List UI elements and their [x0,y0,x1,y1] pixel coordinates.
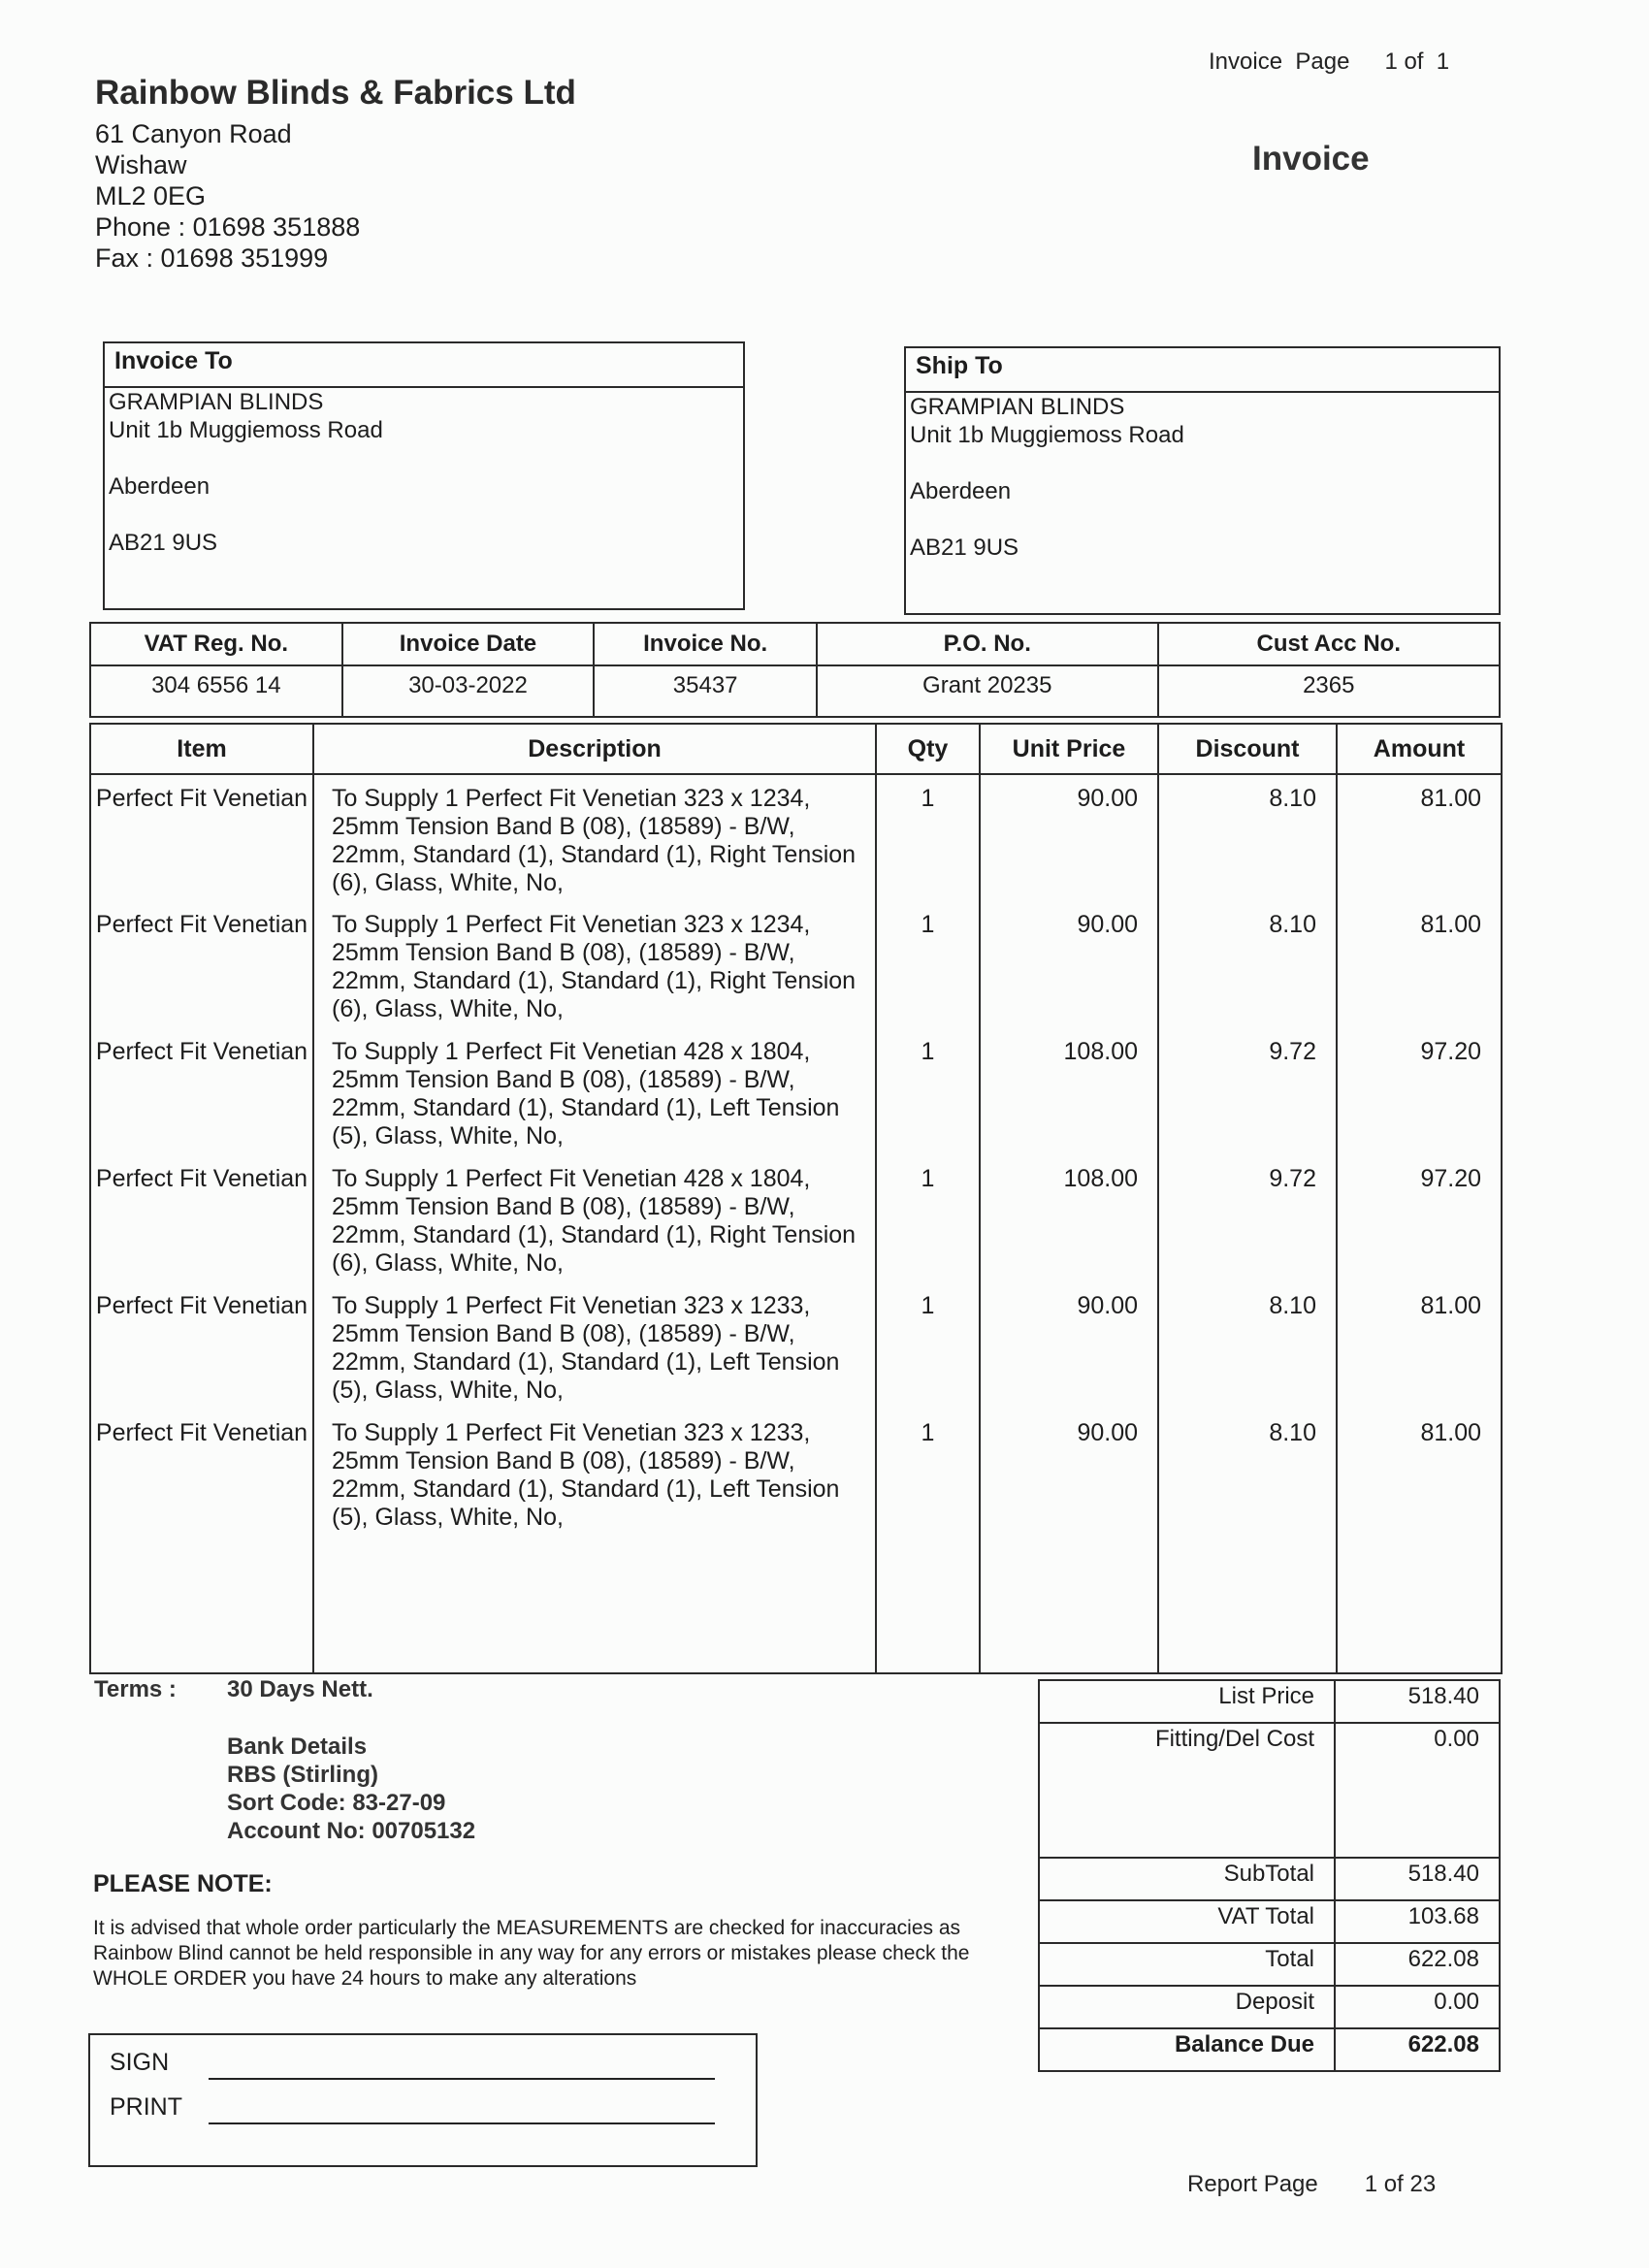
sign-line[interactable] [209,2078,715,2080]
line-items-table [89,723,1503,1674]
item-amount: 97.20 [1337,1155,1502,1282]
company-phone: Phone : 01698 351888 [95,212,361,242]
document-title: Invoice [1252,140,1370,178]
item-qty: 1 [876,1282,980,1409]
report-page-indicator [1187,2171,1436,2198]
item-discount: 8.10 [1158,1282,1337,1409]
address-line: AB21 9US [109,530,218,556]
totals-row [1039,1723,1500,1858]
company-address [95,118,360,274]
table-row [90,1028,1502,1155]
item-discount: 8.10 [1158,774,1337,901]
totals-row [1039,1900,1500,1943]
table-row [90,774,1502,901]
vat-reg-value: 304 6556 14 [90,665,342,717]
totals-row [1039,2028,1500,2071]
address-line: GRAMPIAN BLINDS [910,394,1125,420]
meta-value-row [90,665,1500,717]
po-no-header: P.O. No. [817,623,1157,665]
item-qty: 1 [876,774,980,901]
invoice-to-box [103,341,745,610]
item-amount: 81.00 [1337,1409,1502,1537]
table-row [90,901,1502,1028]
item-unit-price: 90.00 [980,1409,1158,1537]
item-unit-price: 90.00 [980,1282,1158,1409]
please-note-text: It is advised that whole order particularly the MEASUREMENTS are checked for inaccuracies as Rainbow Blind cannot be held responsible in any way for any errors or mistakes please check the WHOLE ORDER you have 24 hours to make any alterations [93,1917,970,1990]
item-unit-price: 108.00 [980,1155,1158,1282]
address-line: GRAMPIAN BLINDS [109,389,324,415]
fitting-del-cost-value: 0.00 [1335,1723,1500,1858]
ship-to-title: Ship To [906,348,1499,393]
invoice-no-value: 35437 [594,665,817,717]
company-name: Rainbow Blinds & Fabrics Ltd [95,74,576,112]
item-column-header: Item [90,724,313,774]
company-fax: Fax : 01698 351999 [95,243,329,273]
vat-total-value: 103.68 [1335,1900,1500,1943]
po-no-value: Grant 20235 [817,665,1157,717]
bank-details [227,1733,475,1845]
report-page-label: Report Page [1187,2171,1318,2197]
item-name: Perfect Fit Venetian [90,774,313,901]
deposit-label: Deposit [1039,1986,1335,2028]
total-value: 622.08 [1335,1943,1500,1986]
invoice-meta-table [89,622,1501,718]
item-qty: 1 [876,1155,980,1282]
address-line [109,501,743,529]
item-qty: 1 [876,1409,980,1537]
invoice-date-value: 30-03-2022 [342,665,595,717]
item-description: To Supply 1 Perfect Fit Venetian 323 x 1234, 25mm Tension Band B (08), (18589) - B/W, 22mm, Standard (1), Standard (1), Right Tension (6), Glass, White, No, [313,774,876,901]
items-header-row [90,724,1502,774]
balance-due-label: Balance Due [1039,2028,1335,2071]
item-amount: 81.00 [1337,1282,1502,1409]
item-description: To Supply 1 Perfect Fit Venetian 428 x 1804, 25mm Tension Band B (08), (18589) - B/W, 22mm, Standard (1), Standard (1), Right Tension (6), Glass, White, No, [313,1155,876,1282]
address-line [109,444,743,472]
item-unit-price: 90.00 [980,774,1158,901]
balance-due-value: 622.08 [1335,2028,1500,2071]
sign-label: SIGN [110,2049,170,2076]
invoice-no-header: Invoice No. [594,623,817,665]
item-name: Perfect Fit Venetian [90,1282,313,1409]
fitting-del-cost-label: Fitting/Del Cost [1039,1723,1335,1858]
ship-to-address [906,393,1499,562]
terms-value: 30 Days Nett. [227,1676,373,1702]
item-amount: 81.00 [1337,774,1502,901]
address-line [910,505,1499,534]
item-name: Perfect Fit Venetian [90,1155,313,1282]
invoice-date-header: Invoice Date [342,623,595,665]
bank-details-title: Bank Details [227,1733,368,1760]
totals-table [1038,1679,1501,2072]
print-label: PRINT [110,2093,182,2121]
totals-row [1039,1986,1500,2028]
qty-column-header: Qty [876,724,980,774]
deposit-value: 0.00 [1335,1986,1500,2028]
item-qty: 1 [876,1028,980,1155]
address-line: Unit 1b Muggiemoss Road [910,422,1184,448]
item-discount: 8.10 [1158,1409,1337,1537]
table-row [90,1409,1502,1537]
report-page-value: 1 of 23 [1364,2171,1437,2197]
list-price-label: List Price [1039,1680,1335,1723]
please-note-title: PLEASE NOTE: [93,1870,273,1897]
terms-label: Terms : [94,1676,177,1702]
table-row [90,1282,1502,1409]
invoice-page-indicator [1209,49,1449,76]
sort-code: Sort Code: 83-27-09 [227,1790,446,1816]
signature-box [88,2033,758,2167]
invoice-to-address [105,388,743,557]
account-number: Account No: 00705132 [227,1818,476,1844]
address-line: AB21 9US [910,535,1019,561]
invoice-to-title: Invoice To [105,343,743,388]
item-discount: 8.10 [1158,901,1337,1028]
address-line: Aberdeen [109,473,210,500]
company-address-line: Wishaw [95,150,187,179]
subtotal-label: SubTotal [1039,1858,1335,1900]
print-line[interactable] [209,2122,715,2124]
company-address-line: ML2 0EG [95,181,207,211]
item-description: To Supply 1 Perfect Fit Venetian 323 x 1234, 25mm Tension Band B (08), (18589) - B/W, 22mm, Standard (1), Standard (1), Right Tension (6), Glass, White, No, [313,901,876,1028]
vat-total-label: VAT Total [1039,1900,1335,1943]
subtotal-value: 518.40 [1335,1858,1500,1900]
item-amount: 81.00 [1337,901,1502,1028]
item-discount: 9.72 [1158,1028,1337,1155]
address-line: Aberdeen [910,478,1012,504]
description-column-header: Description [313,724,876,774]
totals-row [1039,1943,1500,1986]
ship-to-box [904,346,1501,615]
meta-header-row [90,623,1500,665]
item-discount: 9.72 [1158,1155,1337,1282]
address-line: Unit 1b Muggiemoss Road [109,417,383,443]
bank-name: RBS (Stirling) [227,1762,378,1788]
table-empty-space [90,1537,1502,1673]
item-qty: 1 [876,901,980,1028]
invoice-page-value: 1 of 1 [1384,49,1450,75]
item-description: To Supply 1 Perfect Fit Venetian 323 x 1233, 25mm Tension Band B (08), (18589) - B/W, 22mm, Standard (1), Standard (1), Left Tension (5), Glass, White, No, [313,1409,876,1537]
totals-row [1039,1680,1500,1723]
company-address-line: 61 Canyon Road [95,119,292,148]
invoice-page-label: Invoice Page [1209,49,1350,75]
list-price-value: 518.40 [1335,1680,1500,1723]
item-amount: 97.20 [1337,1028,1502,1155]
item-unit-price: 90.00 [980,901,1158,1028]
unit-price-column-header: Unit Price [980,724,1158,774]
totals-row [1039,1858,1500,1900]
discount-column-header: Discount [1158,724,1337,774]
item-description: To Supply 1 Perfect Fit Venetian 323 x 1233, 25mm Tension Band B (08), (18589) - B/W, 22mm, Standard (1), Standard (1), Left Tension (5), Glass, White, No, [313,1282,876,1409]
amount-column-header: Amount [1337,724,1502,774]
item-name: Perfect Fit Venetian [90,901,313,1028]
item-unit-price: 108.00 [980,1028,1158,1155]
item-description: To Supply 1 Perfect Fit Venetian 428 x 1804, 25mm Tension Band B (08), (18589) - B/W, 22mm, Standard (1), Standard (1), Left Tension (5), Glass, White, No, [313,1028,876,1155]
address-line [910,449,1499,477]
vat-reg-header: VAT Reg. No. [90,623,342,665]
cust-acc-value: 2365 [1158,665,1500,717]
total-label: Total [1039,1943,1335,1986]
item-name: Perfect Fit Venetian [90,1409,313,1537]
item-name: Perfect Fit Venetian [90,1028,313,1155]
cust-acc-header: Cust Acc No. [1158,623,1500,665]
table-row [90,1155,1502,1282]
